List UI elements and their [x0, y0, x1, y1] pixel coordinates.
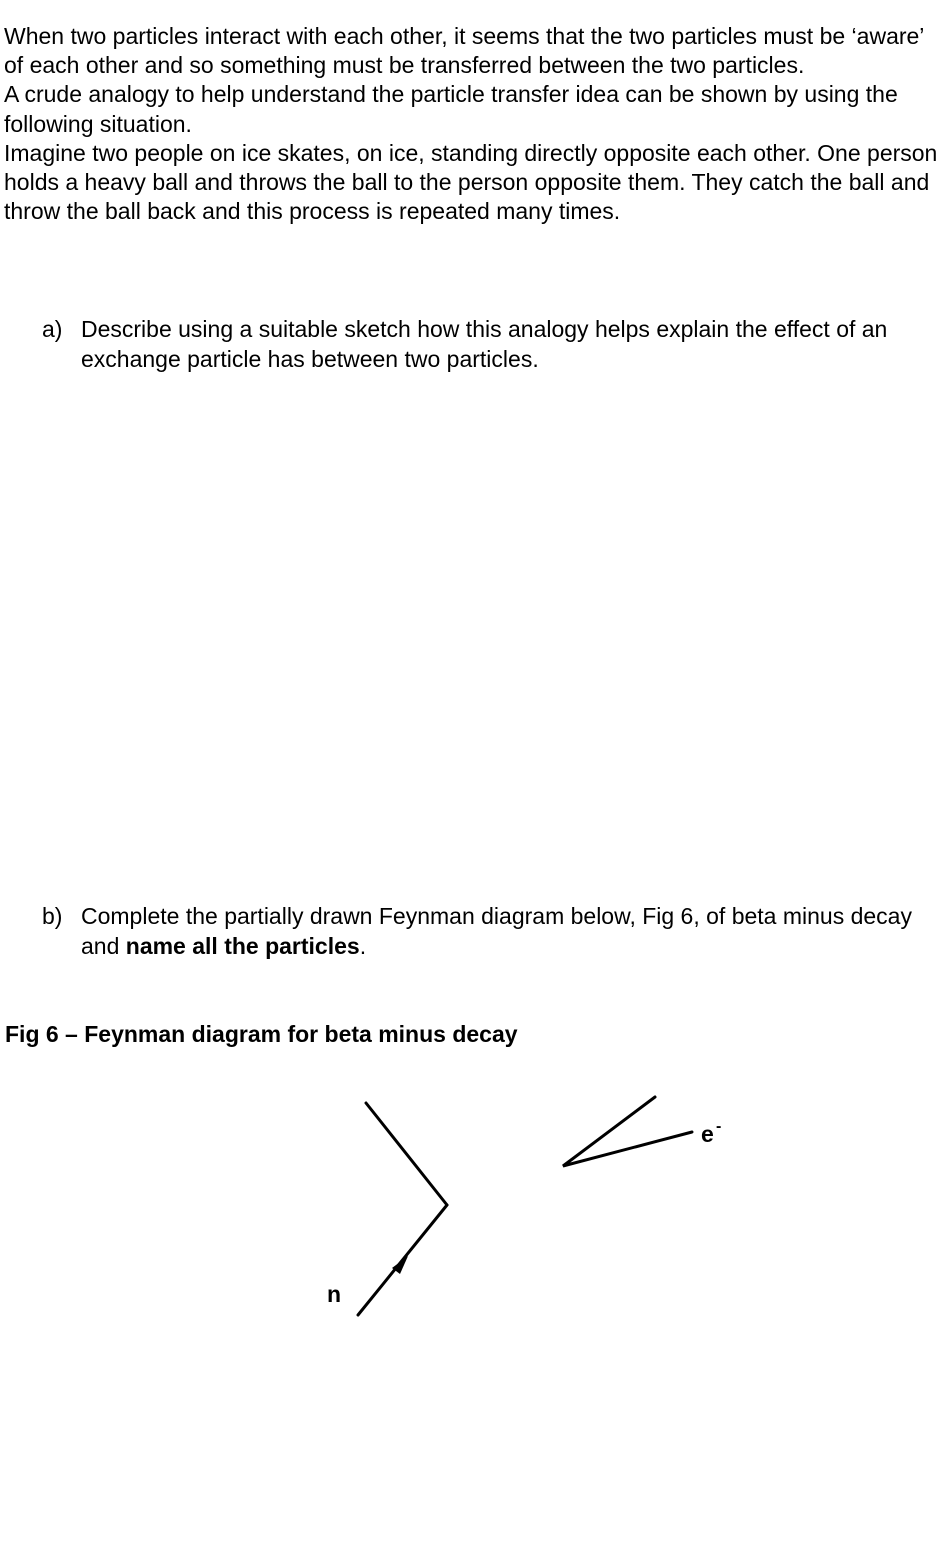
neutron-arrow-icon	[392, 1256, 408, 1274]
neutron-label: n	[327, 1281, 342, 1307]
outgoing-line	[366, 1103, 447, 1205]
electron-label: e	[701, 1121, 714, 1147]
question-b	[42, 902, 942, 961]
intro-paragraph-2: A crude analogy to help understand the particle transfer idea can be shown by using the following situation.	[4, 81, 898, 137]
question-b-text-bold: name all the particles	[125, 932, 360, 959]
question-b-text-start: Complete the partially drawn Feynman diagram below, Fig 6, of beta minus decay and	[81, 903, 912, 959]
intro-paragraph-3: Imagine two people on ice skates, on ice, standing directly opposite each other. One person holds a heavy ball and throws the ball to the person opposite them. They catch the ball and throw the ball back and this process is repeated many times.	[4, 139, 938, 225]
intro-text	[4, 22, 940, 226]
electron-charge-label: -	[716, 1118, 722, 1135]
question-b-text-end: .	[359, 932, 367, 959]
question-a-text: Describe using a suitable sketch how this analogy helps explain the effect of an exchange particle has between two particles.	[81, 316, 888, 372]
neutron-line	[358, 1205, 447, 1315]
intro-paragraph-1: When two particles interact with each other, it seems that the two particles must be ‘aware’ of each other and so something must be transferred between the two particles.	[4, 23, 924, 79]
question-a	[42, 315, 942, 374]
figure-caption: Fig 6 – Feynman diagram for beta minus decay	[5, 1021, 518, 1047]
electron-vertex-lines	[563, 1097, 692, 1166]
question-b-text	[81, 902, 942, 961]
question-a-label: a)	[42, 316, 63, 342]
question-b-label: b)	[42, 903, 63, 929]
